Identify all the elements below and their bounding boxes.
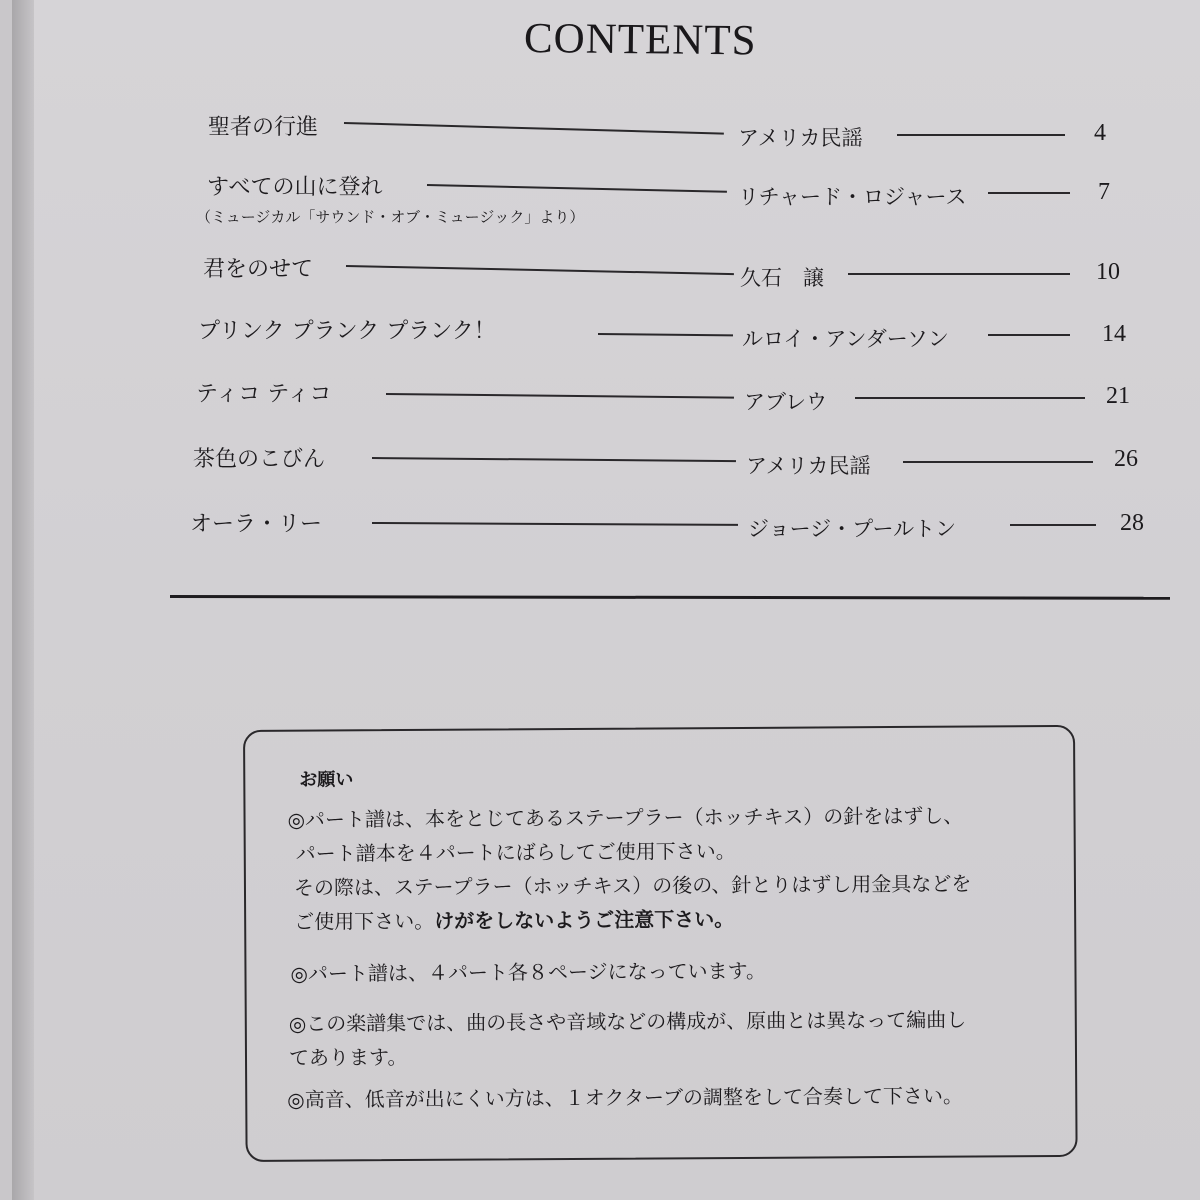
leader-line [848,273,1070,275]
toc-entry-title: プリンク プランク プランク！ [198,319,496,344]
notice-line: パート譜本を４パートにばらしてご使用下さい。 [295,838,736,866]
notice-text: ご使用下さい。 [294,908,435,934]
toc-entry-title: ティコ ティコ [196,382,332,407]
toc-entry-title: 君をのせて [203,257,314,282]
toc-entry-title: 茶色のこびん [193,447,326,472]
toc-entry-page: 4 [1094,120,1106,146]
toc-entry-page: 21 [1106,383,1130,409]
toc-entry-composer: リチャード・ロジャース [738,185,967,209]
leader-line [344,122,724,134]
leader-line [598,333,733,336]
leader-line [427,184,727,192]
notice-line: ◎高音、低音が出にくい方は、１オクターブの調整をして合奏して下さい。 [287,1083,963,1112]
leader-line [897,134,1065,136]
notice-line: ◎この楽譜集では、曲の長さや音域などの構成が、原曲とは異なって編曲し [288,1007,967,1036]
notice-line [294,903,734,935]
notice-box [243,725,1078,1162]
toc-entry-composer: ジョージ・プールトン [748,517,957,541]
leader-line [386,393,734,398]
toc-entry-composer: ルロイ・アンダーソン [742,327,949,351]
toc-entry-title: オーラ・リー [190,512,323,537]
toc-entry-page: 14 [1102,321,1126,347]
notice-warning-text: けがをしないようご注意下さい。 [434,907,735,933]
leader-line [346,265,734,275]
leader-line [988,192,1070,194]
notice-line: ◎パート譜は、４パート各８ページになっています。 [290,958,767,986]
table-of-contents [0,0,1200,560]
leader-line [372,457,736,462]
page-title: CONTENTS [523,15,757,65]
leader-line [988,334,1070,336]
notice-heading: お願い [299,769,354,791]
toc-entry-page: 7 [1098,179,1110,205]
toc-entry-title: すべての山に登れ [207,175,383,200]
notice-line: その際は、ステープラー（ホッチキス）の後の、針とりはずし用金具などを [293,871,972,900]
toc-entry-page: 10 [1096,259,1120,285]
leader-line [372,522,738,525]
notice-line: ◎パート譜は、本をとじてあるステープラー（ホッチキス）の針をはずし、 [287,803,964,832]
toc-entry-title: 聖者の行進 [208,115,319,140]
toc-entry-composer: 久石 譲 [740,266,824,290]
toc-entry-composer: アメリカ民謡 [746,454,871,478]
toc-entry-subtitle: （ミュージカル「サウンド・オブ・ミュージック」より） [196,208,585,226]
toc-entry-page: 28 [1120,510,1144,536]
toc-entry-composer: アブレウ [744,390,828,414]
leader-line [1010,524,1096,526]
leader-line [903,461,1093,463]
toc-entry-page: 26 [1114,446,1138,472]
notice-line: てあります。 [288,1045,408,1070]
leader-line [855,397,1085,399]
toc-entry-composer: アメリカ民謡 [738,126,863,150]
